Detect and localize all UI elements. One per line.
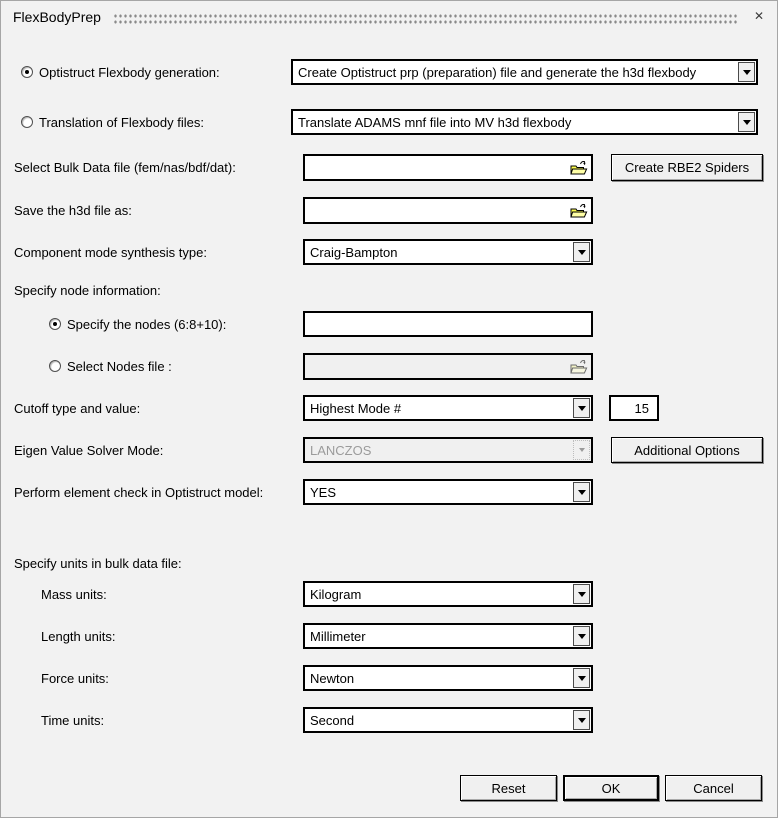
cutoff-type-selected-value: Highest Mode # <box>310 400 402 416</box>
select-nodes-file-input <box>305 355 567 378</box>
close-icon[interactable]: ✕ <box>753 9 765 23</box>
length-units-selected-value: Millimeter <box>310 628 366 644</box>
save-h3d-input-group <box>303 197 593 224</box>
bulk-data-file-label: Select Bulk Data file (fem/nas/bdf/dat): <box>14 160 236 175</box>
chevron-down-icon[interactable] <box>573 710 590 730</box>
chevron-down-icon[interactable] <box>738 62 755 82</box>
save-h3d-input[interactable] <box>305 199 567 222</box>
force-units-selected-value: Newton <box>310 670 355 686</box>
open-folder-icon[interactable] <box>568 157 590 178</box>
radio-translation-files[interactable] <box>21 116 33 128</box>
element-check-label: Perform element check in Optistruct model: <box>14 484 264 500</box>
element-check-selected-value: YES <box>310 484 337 500</box>
chevron-down-icon[interactable] <box>573 242 590 262</box>
titlebar-dotted-grip <box>113 13 739 24</box>
open-folder-icon <box>568 356 590 377</box>
chevron-down-icon[interactable] <box>573 668 590 688</box>
create-rbe2-spiders-button[interactable]: Create RBE2 Spiders <box>611 154 763 181</box>
length-units-label: Length units: <box>41 628 116 644</box>
open-folder-icon[interactable] <box>568 200 590 221</box>
cms-type-label: Component mode synthesis type: <box>14 244 207 260</box>
radio-select-nodes-file[interactable] <box>49 360 61 372</box>
save-h3d-label: Save the h3d file as: <box>14 203 132 218</box>
chevron-down-icon[interactable] <box>573 626 590 646</box>
optistruct-generation-select[interactable] <box>291 59 758 85</box>
chevron-down-icon[interactable] <box>573 398 590 418</box>
radio-optistruct-generation[interactable] <box>21 66 33 78</box>
additional-options-button[interactable]: Additional Options <box>611 437 763 463</box>
chevron-down-icon[interactable] <box>738 112 755 132</box>
reset-button[interactable]: Reset <box>460 775 557 801</box>
eigen-solver-selected-value: LANCZOS <box>310 442 372 458</box>
chevron-down-icon <box>573 440 590 460</box>
ok-button[interactable]: OK <box>563 775 659 801</box>
cancel-button[interactable]: Cancel <box>665 775 762 801</box>
time-units-selected-value: Second <box>310 712 355 728</box>
mass-units-label: Mass units: <box>41 586 107 602</box>
chevron-down-icon[interactable] <box>573 584 590 604</box>
translation-files-label: Translation of Flexbody files: <box>39 114 204 130</box>
chevron-down-icon[interactable] <box>573 482 590 502</box>
force-units-select[interactable] <box>303 665 593 691</box>
bulk-data-file-input[interactable] <box>305 156 567 179</box>
translation-files-selected-value: Translate ADAMS mnf file into MV h3d flexbody <box>298 114 572 130</box>
cutoff-value-input[interactable] <box>609 395 659 421</box>
cutoff-type-select[interactable] <box>303 395 593 421</box>
cutoff-label: Cutoff type and value: <box>14 400 141 416</box>
force-units-label: Force units: <box>41 670 109 686</box>
length-units-select[interactable] <box>303 623 593 649</box>
bulk-data-file-input-group <box>303 154 593 181</box>
eigen-solver-select <box>303 437 593 463</box>
specify-nodes-input[interactable] <box>303 311 593 337</box>
mass-units-select[interactable] <box>303 581 593 607</box>
radio-specify-nodes[interactable] <box>49 318 61 330</box>
cms-type-select[interactable] <box>303 239 593 265</box>
optistruct-generation-label: Optistruct Flexbody generation: <box>39 64 220 80</box>
select-nodes-file-input-group <box>303 353 593 380</box>
units-section-label: Specify units in bulk data file: <box>14 555 182 571</box>
cms-type-selected-value: Craig-Bampton <box>310 244 398 260</box>
specify-nodes-label: Specify the nodes (6:8+10): <box>67 316 227 332</box>
select-nodes-file-label: Select Nodes file : <box>67 359 172 374</box>
node-info-section-label: Specify node information: <box>14 282 161 298</box>
translation-files-select[interactable] <box>291 109 758 135</box>
time-units-select[interactable] <box>303 707 593 733</box>
element-check-select[interactable] <box>303 479 593 505</box>
mass-units-selected-value: Kilogram <box>310 586 362 602</box>
optistruct-generation-selected-value: Create Optistruct prp (preparation) file and generate the h3d flexbody <box>298 64 697 80</box>
eigen-solver-label: Eigen Value Solver Mode: <box>14 442 164 458</box>
dialog-title: FlexBodyPrep <box>13 9 101 25</box>
time-units-label: Time units: <box>41 712 105 728</box>
